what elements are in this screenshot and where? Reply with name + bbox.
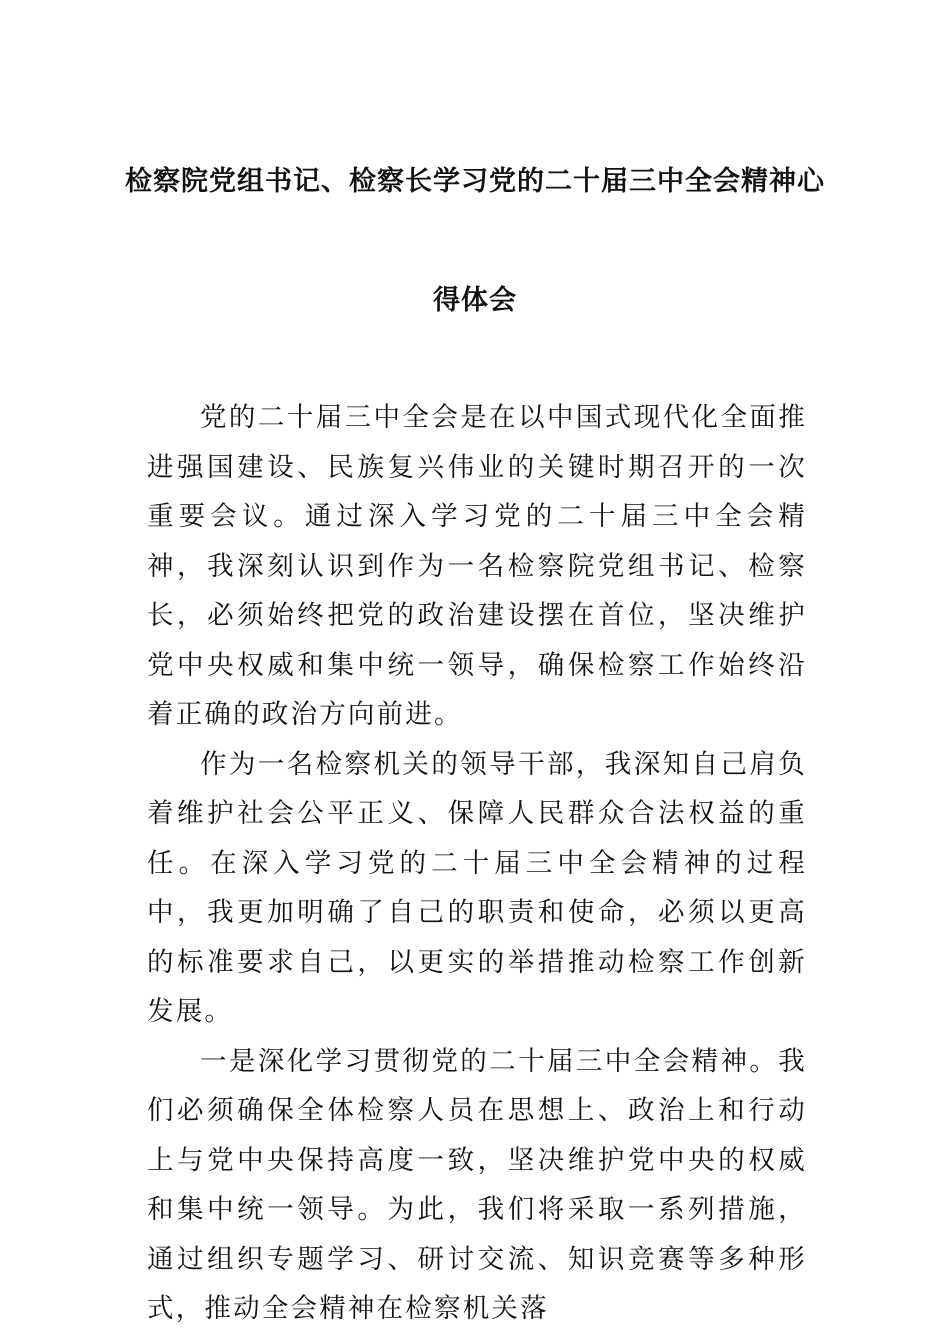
- body-paragraph-3: 一是深化学习贯彻党的二十届三中全会精神。我们必须确保全体检察人员在思想上、政治上和行动上与党中央保持高度一致，坚决维护党中央的权威和集中统一领导。为此，我们将采取一系列措施，通过组织专题学习、研讨交流、知识竞赛等多种形式，推动全会精神在检察机关落: [147, 1045, 807, 1324]
- body-paragraph-1: 党的二十届三中全会是在以中国式现代化全面推进强国建设、民族复兴伟业的关键时期召开的一次重要会议。通过深入学习党的二十届三中全会精神，我深刻认识到作为一名检察院党组书记、检察长，必须始终把党的政治建设摆在首位，坚决维护党中央权威和集中统一领导，确保检察工作始终沿着正确的政治方向前进。: [147, 402, 807, 730]
- document-title-line-2: 得体会: [433, 285, 517, 316]
- document-body: [147, 393, 807, 1334]
- body-paragraph-2: 作为一名检察机关的领导干部，我深知自己肩负着维护社会公平正义、保障人民群众合法权益的重任。在深入学习党的二十届三中全会精神的过程中，我更加明确了自己的职责和使命，必须以更高的标准要求自己，以更实的举措推动检察工作创新发展。: [147, 748, 807, 1027]
- document-title-line-1: 检察院党组书记、检察长学习党的二十届三中全会精神心: [125, 166, 825, 197]
